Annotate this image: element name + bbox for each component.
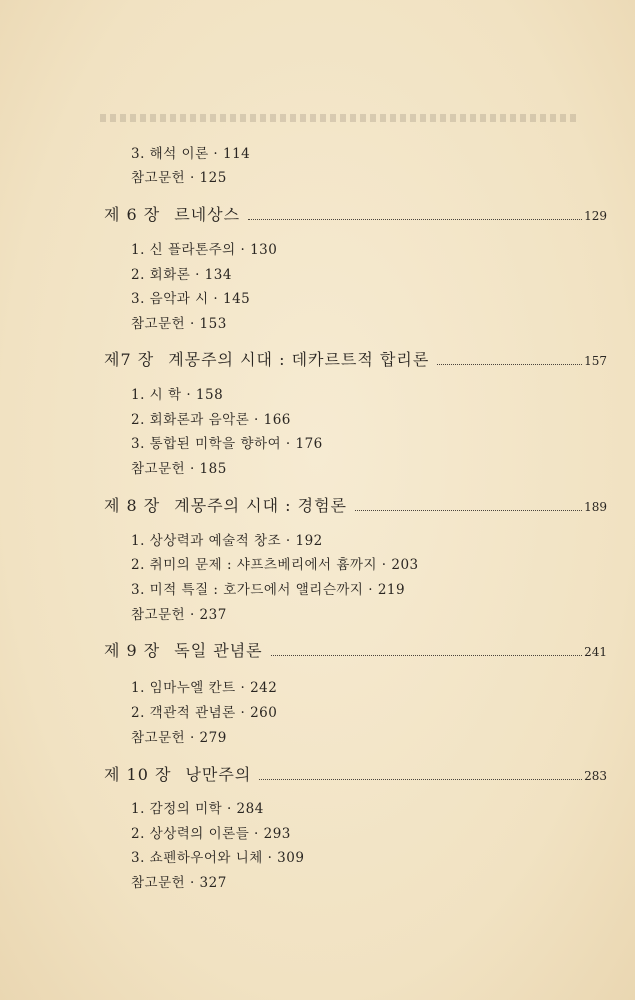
- chapter-title: 독일 관념론: [174, 641, 263, 660]
- dot-leader: [437, 364, 582, 365]
- toc-references: [131, 871, 227, 891]
- toc-references: [131, 726, 227, 746]
- toc-chapter: [104, 762, 607, 785]
- toc-references: [131, 457, 227, 477]
- toc-item-text: 2. 상상력의 이론들 · 293: [131, 826, 291, 842]
- toc-references-text: 참고문헌 · 279: [131, 730, 227, 746]
- toc-references-text: 참고문헌 · 185: [131, 461, 227, 477]
- toc-references: [131, 166, 227, 186]
- chapter-title: 계몽주의 시대 : 경험론: [174, 496, 348, 515]
- chapter-number: 제 8 장: [104, 496, 161, 515]
- chapter-number: 제 6 장: [104, 205, 161, 224]
- toc-references-text: 참고문헌 · 237: [131, 607, 227, 623]
- toc-item: [131, 287, 250, 307]
- toc-chapter: [104, 493, 607, 516]
- chapter-page: 157: [584, 354, 607, 368]
- chapter-title: 계몽주의 시대 : 데카르트적 합리론: [168, 350, 430, 369]
- toc-item: [131, 432, 323, 452]
- toc-references: [131, 603, 227, 623]
- toc-item: [131, 529, 323, 549]
- toc-references-text: 참고문헌 · 153: [131, 316, 227, 332]
- chapter-page: 241: [584, 645, 607, 659]
- toc-item: [131, 846, 304, 866]
- chapter-number: 제 9 장: [104, 641, 161, 660]
- toc-item-text: 2. 회화론과 음악론 · 166: [131, 412, 291, 428]
- toc-chapter: [104, 202, 607, 225]
- toc-item-text: 3. 통합된 미학을 향하여 · 176: [131, 436, 323, 452]
- chapter-title: 르네상스: [174, 205, 241, 224]
- toc-item: [131, 676, 277, 696]
- toc-item: [131, 142, 250, 162]
- bleed-through-mark: [100, 114, 580, 122]
- toc-item-text: 1. 신 플라톤주의 · 130: [131, 242, 278, 258]
- toc-item: [131, 701, 277, 721]
- toc-item: [131, 553, 419, 573]
- toc-item: [131, 408, 291, 428]
- toc-item: [131, 263, 232, 283]
- toc-item-text: 1. 감정의 미학 · 284: [131, 801, 264, 817]
- toc-item-text: 2. 취미의 문제 : 샤프츠베리에서 흄까지 · 203: [131, 557, 419, 573]
- toc-item: [131, 797, 264, 817]
- toc-item: [131, 822, 291, 842]
- toc-item-text: 3. 미적 특질 : 호가드에서 앨리슨까지 · 219: [131, 582, 406, 598]
- dot-leader: [355, 510, 582, 511]
- dot-leader: [259, 779, 582, 780]
- chapter-page: 129: [584, 209, 607, 223]
- toc-references-text: 참고문헌 · 125: [131, 170, 227, 186]
- toc-item-text: 1. 임마누엘 칸트 · 242: [131, 680, 278, 696]
- toc-references-text: 참고문헌 · 327: [131, 875, 227, 891]
- toc-item-text: 3. 해석 이론 · 114: [131, 146, 251, 162]
- chapter-number: 제7 장: [104, 350, 155, 369]
- toc-item: [131, 578, 405, 598]
- chapter-page: 189: [584, 500, 607, 514]
- chapter-title: 낭만주의: [185, 765, 252, 784]
- toc-item-text: 1. 시 학 · 158: [131, 387, 224, 403]
- toc-item-text: 3. 쇼펜하우어와 니체 · 309: [131, 850, 305, 866]
- chapter-number: 제 10 장: [104, 765, 172, 784]
- toc-item-text: 3. 음악과 시 · 145: [131, 291, 251, 307]
- dot-leader: [271, 655, 582, 656]
- chapter-page: 283: [584, 769, 607, 783]
- toc-references: [131, 312, 227, 332]
- toc-chapter: [104, 347, 607, 370]
- toc-item-text: 2. 회화론 · 134: [131, 267, 232, 283]
- toc-item: [131, 383, 223, 403]
- toc-item-text: 2. 객관적 관념론 · 260: [131, 705, 278, 721]
- toc-item-text: 1. 상상력과 예술적 창조 · 192: [131, 533, 323, 549]
- toc-chapter: [104, 638, 607, 661]
- dot-leader: [248, 219, 582, 220]
- toc-item: [131, 238, 277, 258]
